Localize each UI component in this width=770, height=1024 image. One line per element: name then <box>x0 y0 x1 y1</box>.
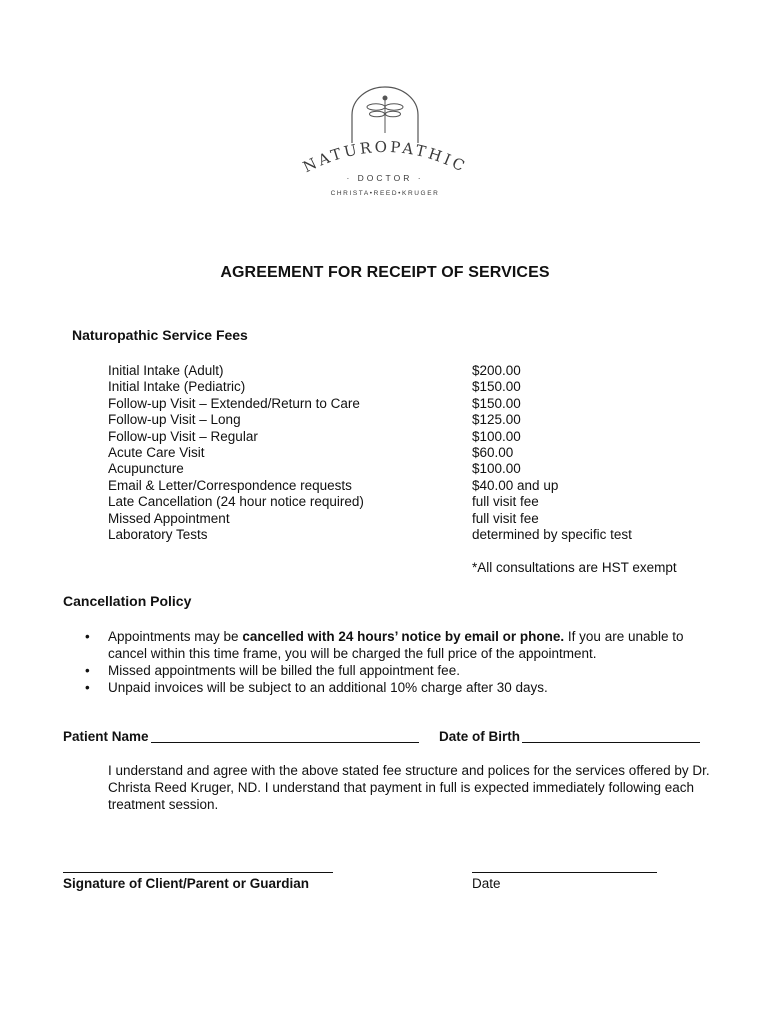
policy-text: Missed appointments will be billed the full appointment fee. <box>108 663 460 678</box>
fee-row <box>108 527 708 543</box>
fee-service: Email & Letter/Correspondence requests <box>108 477 352 493</box>
fee-price: $40.00 and up <box>472 477 559 493</box>
bullet-icon: • <box>85 629 90 644</box>
document-title: AGREEMENT FOR RECEIPT OF SERVICES <box>220 264 550 281</box>
fee-service: Acute Care Visit <box>108 444 205 460</box>
fee-price: $200.00 <box>472 363 521 378</box>
fee-price: full visit fee <box>472 494 539 510</box>
fee-service: Laboratory Tests <box>108 526 208 542</box>
fee-row <box>108 478 708 494</box>
fee-row <box>108 445 708 461</box>
fee-price: $100.00 <box>472 461 521 477</box>
dob-label: Date of Birth <box>439 729 520 744</box>
fee-row <box>108 494 708 510</box>
fee-price: full visit fee <box>472 510 539 526</box>
fee-row <box>108 412 708 428</box>
policy-text: If you are unable to cancel within this time frame, you will be charged the full price of the appointment. <box>108 629 684 661</box>
cancellation-policy-list <box>82 628 722 696</box>
policy-item <box>82 679 722 696</box>
fee-service: Late Cancellation (24 hour notice required) <box>108 494 364 510</box>
fee-price: $60.00 <box>472 444 514 460</box>
policy-text: Unpaid invoices will be subject to an additional 10% charge after 30 days. <box>108 680 548 695</box>
bullet-icon: • <box>85 680 90 695</box>
fee-service: Initial Intake (Pediatric) <box>108 379 246 395</box>
fee-service: Follow-up Visit – Regular <box>108 428 258 444</box>
signature-label: Signature of Client/Parent or Guardian <box>63 876 310 891</box>
policy-emphasis: cancelled with 24 hours’ notice by email or phone. <box>242 629 565 644</box>
clinic-logo <box>270 85 500 205</box>
logo-line3: CHRISTA•REED•KRUGER <box>330 190 440 197</box>
fee-price: $150.00 <box>472 395 521 411</box>
fee-row <box>108 429 708 445</box>
fee-row <box>108 379 708 395</box>
agreement-statement: I understand and agree with the above stated fee structure and polices for the services offered by Dr. Christa Reed Kruger, ND. I understand that payment in full is expected immediately following each treatment session. <box>108 763 710 812</box>
fees-heading: Naturopathic Service Fees <box>72 327 248 343</box>
signature-field[interactable] <box>63 872 333 873</box>
patient-name-field[interactable] <box>151 742 419 743</box>
cancellation-heading: Cancellation Policy <box>63 593 192 609</box>
date-label: Date <box>472 876 501 891</box>
dragonfly-icon <box>367 96 403 133</box>
fee-service: Missed Appointment <box>108 510 230 526</box>
hst-note: *All consultations are HST exempt <box>472 560 677 575</box>
policy-text: Appointments may be <box>108 629 243 644</box>
bullet-icon: • <box>85 663 90 678</box>
policy-item <box>82 628 722 662</box>
policy-item <box>82 662 722 679</box>
logo-line1: NATUROPATHIC <box>300 137 470 177</box>
fee-service: Initial Intake (Adult) <box>108 363 224 378</box>
fee-service: Follow-up Visit – Extended/Return to Care <box>108 395 360 411</box>
fee-service: Follow-up Visit – Long <box>108 412 241 428</box>
fee-price: $150.00 <box>472 379 521 395</box>
patient-name-label: Patient Name <box>63 729 149 744</box>
fee-table <box>108 363 708 543</box>
fee-row <box>108 461 708 477</box>
date-field[interactable] <box>472 872 657 873</box>
fee-row <box>108 511 708 527</box>
svg-text:NATUROPATHIC <box>300 138 470 176</box>
fee-price: $125.00 <box>472 412 521 428</box>
logo-line2: · DOCTOR · <box>346 173 424 183</box>
fee-price: determined by specific test <box>472 526 632 542</box>
fee-row <box>108 396 708 412</box>
fee-price: $100.00 <box>472 428 521 444</box>
fee-service: Acupuncture <box>108 461 184 477</box>
dob-field[interactable] <box>522 742 700 743</box>
fee-row <box>108 363 708 379</box>
